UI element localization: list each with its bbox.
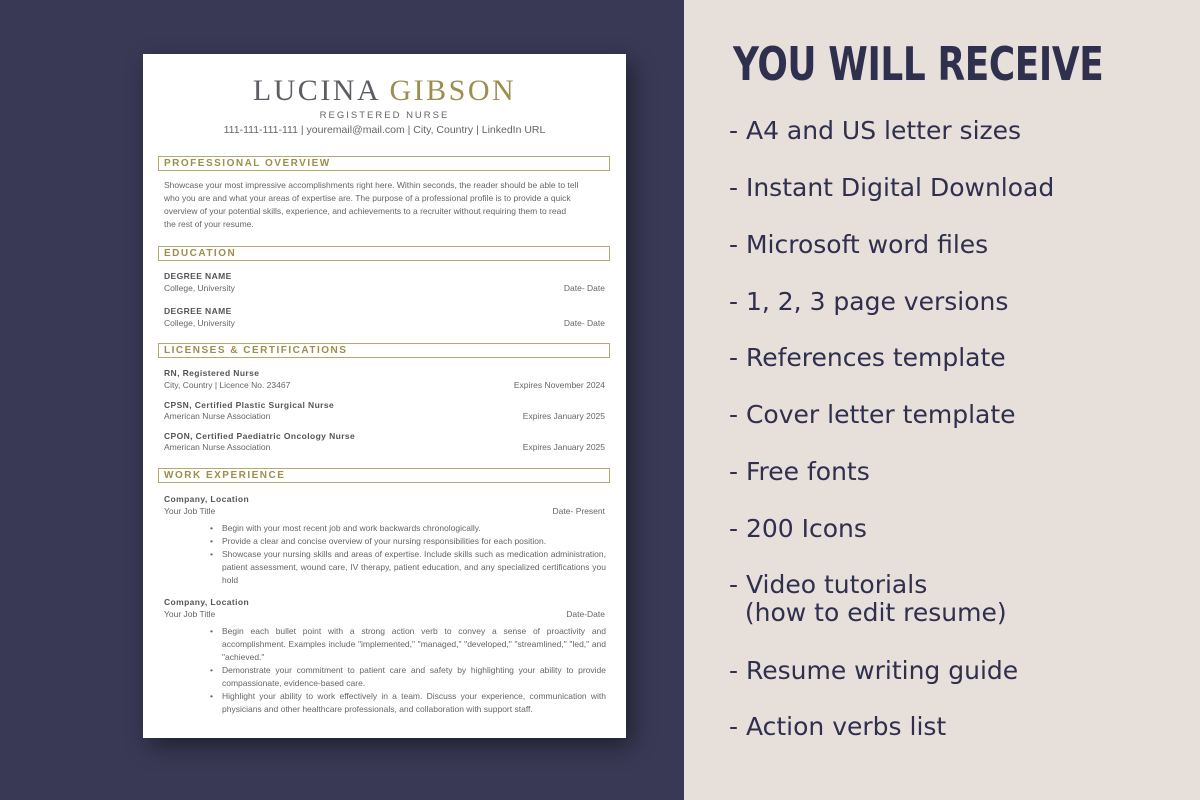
education-degree-name: DEGREE NAME — [164, 271, 232, 281]
education-date: Date- Date — [563, 283, 605, 293]
feature-item: - Instant Digital Download — [729, 173, 1055, 202]
section-heading-overview: PROFESSIONAL OVERVIEW — [158, 156, 610, 171]
overview-paragraph — [164, 179, 606, 231]
license-expiry: Expires January 2025 — [522, 411, 605, 421]
education-degree-name: DEGREE NAME — [164, 306, 232, 316]
job-bullet: • Begin each bullet point with a strong action verb to convey a sense of proactivity and accomplishment. Examples include "implemented," "managed," "developed," "streamlined," "led," and "achieved." — [209, 625, 606, 664]
resume-contact-line: 111-111-111-111 | youremail@mail.com | City, Country | LinkedIn URL — [223, 124, 546, 136]
job-role: Your Job Title — [164, 506, 216, 516]
resume-name — [143, 75, 626, 107]
resume-last-name: GIBSON — [389, 74, 517, 107]
job-date: Date- Present — [552, 506, 605, 516]
resume-job-title: REGISTERED NURSE — [319, 110, 450, 121]
job-bullet: • Highlight your ability to work effectively in a team. Discuss your experience, communication with physicians and other healthcare professionals, and collaboration with support staff. — [209, 690, 606, 716]
feature-item: - Action verbs list — [729, 712, 947, 741]
feature-item: - Video tutorials — [729, 570, 928, 599]
license-title: RN, Registered Nurse — [164, 368, 260, 378]
overview-line: who you are and what your areas of expertise are. The purpose of a professional profile is to provide a quick — [164, 193, 571, 203]
section-heading-licenses: LICENSES & CERTIFICATIONS — [158, 343, 610, 358]
feature-item: (how to edit resume) — [729, 598, 1007, 627]
section-heading-education: EDUCATION — [158, 246, 610, 261]
resume-page-preview — [143, 54, 626, 738]
job-company: Company, Location — [164, 494, 250, 504]
license-title: CPON, Certified Paediatric Oncology Nurse — [164, 431, 356, 441]
job-bullet: • Provide a clear and concise overview of your nursing responsibilities for each position. — [209, 535, 606, 548]
license-expiry: Expires November 2024 — [513, 380, 605, 390]
education-college: College, University — [164, 283, 235, 293]
overview-line: overview of your potential skills, experience, and achievements to a recruiter without requiring them to read — [164, 206, 567, 216]
job-bullet-list — [209, 625, 606, 716]
education-date: Date- Date — [563, 318, 605, 328]
feature-item: - A4 and US letter sizes — [729, 116, 1022, 145]
overview-line: the rest of your resume. — [164, 219, 254, 229]
section-heading-work: WORK EXPERIENCE — [158, 468, 610, 483]
feature-item: - Microsoft word files — [729, 230, 989, 259]
job-bullet: • Demonstrate your commitment to patient care and safety by highlighting your ability to provide compassionate, evidence-based care. — [209, 664, 606, 690]
job-date: Date-Date — [566, 609, 605, 619]
feature-item: - Cover letter template — [729, 400, 1016, 429]
receive-heading: YOU WILL RECEIVE — [733, 37, 1104, 91]
overview-line: Showcase your most impressive accomplishments right here. Within seconds, the reader should be able to tell — [164, 180, 579, 190]
feature-item: - Free fonts — [729, 457, 870, 486]
license-detail: American Nurse Association — [164, 411, 271, 421]
feature-item: - Resume writing guide — [729, 656, 1019, 685]
job-bullet: • Begin with your most recent job and work backwards chronologically. — [209, 522, 606, 535]
feature-item: - References template — [729, 343, 1006, 372]
feature-item: - 1, 2, 3 page versions — [729, 287, 1009, 316]
education-college: College, University — [164, 318, 235, 328]
job-bullet: • Showcase your nursing skills and areas of expertise. Include skills such as medication administration, patient assessment, wound care, IV therapy, patient education, and any specialized certifications you hold — [209, 548, 606, 587]
job-company: Company, Location — [164, 597, 250, 607]
resume-first-name: LUCINA — [252, 74, 380, 107]
license-detail: American Nurse Association — [164, 442, 271, 452]
feature-item: - 200 Icons — [729, 514, 867, 543]
job-bullet-list — [209, 522, 606, 587]
job-role: Your Job Title — [164, 609, 216, 619]
license-title: CPSN, Certified Plastic Surgical Nurse — [164, 400, 335, 410]
license-detail: City, Country | Licence No. 23467 — [164, 380, 291, 390]
license-expiry: Expires January 2025 — [522, 442, 605, 452]
